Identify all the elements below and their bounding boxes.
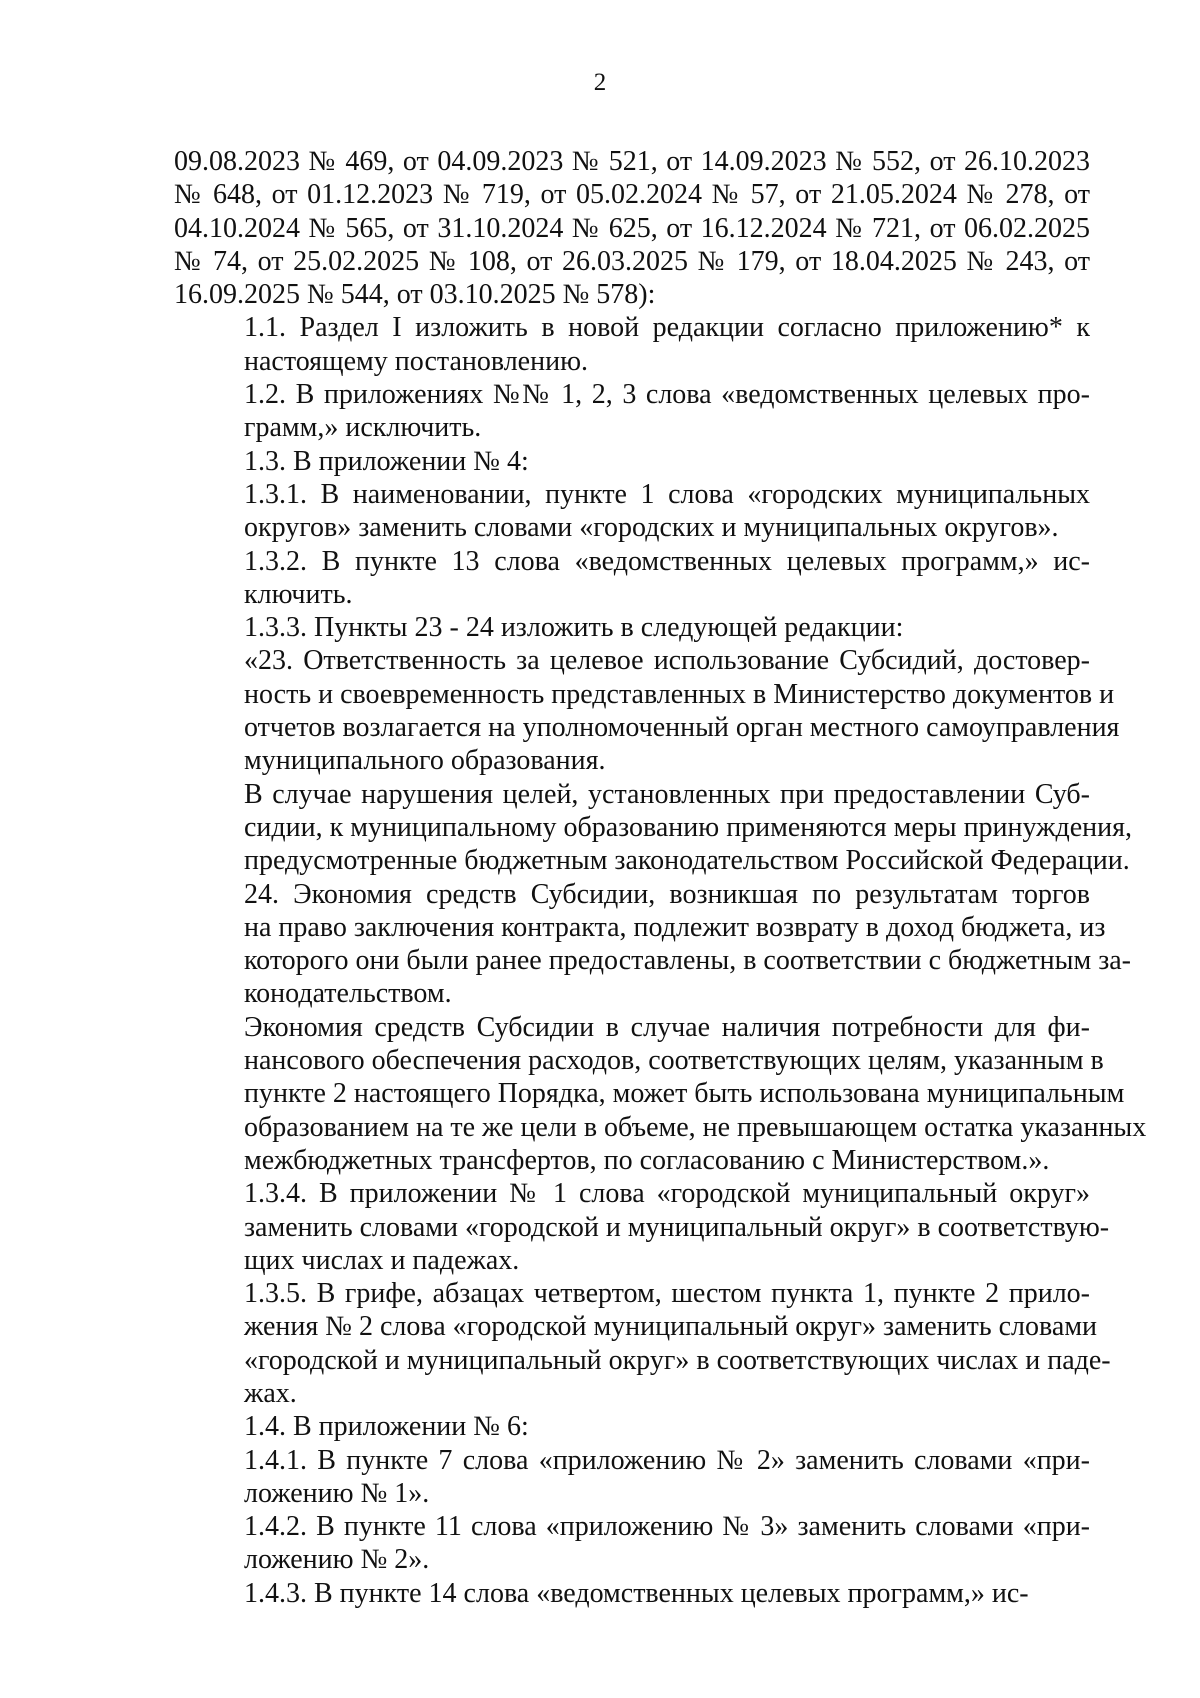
text-line: № 74, от 25.02.2025 № 108, от 26.03.2025 № 179, от 18.04.2025 № 243, от xyxy=(174,245,1090,277)
paragraph xyxy=(174,1577,1090,1610)
paragraph xyxy=(174,644,1120,777)
paragraph xyxy=(174,311,1090,378)
paragraph xyxy=(174,778,1133,878)
text-line: отчетов возлагается на уполномоченный орган местного самоуправления xyxy=(244,712,1120,744)
text-line: жения № 2 слова «городской муниципальный округ» заменить словами xyxy=(244,1311,1098,1343)
text-line: ность и своевременность представленных в Министерство документов и xyxy=(244,678,1115,710)
paragraph xyxy=(174,478,1090,545)
text-line: 1.4. В приложении № 6: xyxy=(244,1411,529,1443)
text-line: округов» заменить словами «городских и муниципальных округов». xyxy=(244,512,1059,544)
text-line: В случае нарушения целей, установленных при предоставлении Суб- xyxy=(244,778,1090,810)
paragraph xyxy=(174,878,1132,1011)
text-line: межбюджетных трансфертов, по согласованию с Министерством.». xyxy=(244,1144,1050,1176)
text-line: 1.1. Раздел I изложить в новой редакции согласно приложению* к xyxy=(244,312,1090,344)
text-line: 1.3.1. В наименовании, пункте 1 слова «городских муниципальных xyxy=(244,478,1090,510)
text-line: «городской и муниципальный округ» в соответствующих числах и паде- xyxy=(244,1344,1111,1376)
text-line: ключить. xyxy=(244,578,353,610)
text-line: грамм,» исключить. xyxy=(244,412,482,444)
text-line: заменить словами «городской и муниципальный округ» в соответствую- xyxy=(244,1211,1110,1243)
text-line: 1.3.4. В приложении № 1 слова «городской муниципальный округ» xyxy=(244,1178,1090,1210)
paragraph xyxy=(174,1277,1111,1410)
text-line: на право заключения контракта, подлежит возврату в доход бюджета, из xyxy=(244,911,1106,943)
paragraph xyxy=(174,445,1090,478)
text-line: 1.2. В приложениях №№ 1, 2, 3 слова «ведомственных целевых про- xyxy=(244,379,1090,411)
text-line: Экономия средств Субсидии в случае наличия потребности для фи- xyxy=(244,1011,1090,1043)
text-line: сидии, к муниципальному образованию применяются меры принуждения, xyxy=(244,811,1133,843)
paragraph xyxy=(174,1510,1090,1577)
paragraph xyxy=(174,1444,1090,1511)
text-line: щих числах и падежах. xyxy=(244,1244,520,1276)
text-line: 1.3.3. Пункты 23 - 24 изложить в следующей редакции: xyxy=(244,612,904,644)
page-number: 2 xyxy=(593,69,607,96)
text-line: нансового обеспечения расходов, соответствующих целям, указанным в xyxy=(244,1045,1104,1077)
paragraph xyxy=(174,1177,1110,1277)
text-line: 1.3.2. В пункте 13 слова «ведомственных целевых программ,» ис- xyxy=(244,545,1090,577)
text-line: 1.3.5. В грифе, абзацах четвертом, шестом пункта 1, пункте 2 прило- xyxy=(244,1278,1090,1310)
paragraph xyxy=(174,1410,1090,1443)
text-line: 24. Экономия средств Субсидии, возникшая по результатам торгов xyxy=(244,878,1090,910)
paragraph xyxy=(174,1011,1147,1177)
text-line: пункте 2 настоящего Порядка, может быть использована муниципальным xyxy=(244,1078,1125,1110)
text-line: предусмотренные бюджетным законодательством Российской Федерации. xyxy=(244,845,1130,877)
paragraph xyxy=(174,611,1090,644)
text-line: «23. Ответственность за целевое использование Субсидий, достовер- xyxy=(244,645,1090,677)
text-line: муниципального образования. xyxy=(244,745,606,777)
text-line: 1.4.3. В пункте 14 слова «ведомственных целевых программ,» ис- xyxy=(244,1577,1029,1609)
text-line: 1.3. В приложении № 4: xyxy=(244,445,529,477)
text-line: ложению № 2». xyxy=(244,1544,430,1576)
text-line: конодательством. xyxy=(244,978,452,1010)
paragraph xyxy=(174,145,1090,311)
text-line: 04.10.2024 № 565, от 31.10.2024 № 625, от 16.12.2024 № 721, от 06.02.2025 xyxy=(174,212,1090,244)
text-line: № 648, от 01.12.2023 № 719, от 05.02.2024 № 57, от 21.05.2024 № 278, от xyxy=(174,179,1090,211)
paragraph xyxy=(174,545,1090,612)
text-line: настоящему постановлению. xyxy=(244,345,588,377)
document-body xyxy=(174,145,1147,1610)
text-line: жах. xyxy=(244,1377,297,1409)
text-line: 1.4.1. В пункте 7 слова «приложению № 2» заменить словами «при- xyxy=(244,1444,1090,1476)
text-line: 09.08.2023 № 469, от 04.09.2023 № 521, от 14.09.2023 № 552, от 26.10.2023 xyxy=(174,146,1090,177)
text-line: ложению № 1». xyxy=(244,1477,430,1509)
text-line: которого они были ранее предоставлены, в соответствии с бюджетным за- xyxy=(244,945,1132,977)
text-line: образованием на те же цели в объеме, не превышающем остатка указанных xyxy=(244,1111,1147,1143)
text-line: 16.09.2025 № 544, от 03.10.2025 № 578): xyxy=(174,279,656,311)
paragraph xyxy=(174,378,1090,445)
text-line: 1.4.2. В пункте 11 слова «приложению № 3» заменить словами «при- xyxy=(244,1511,1090,1543)
